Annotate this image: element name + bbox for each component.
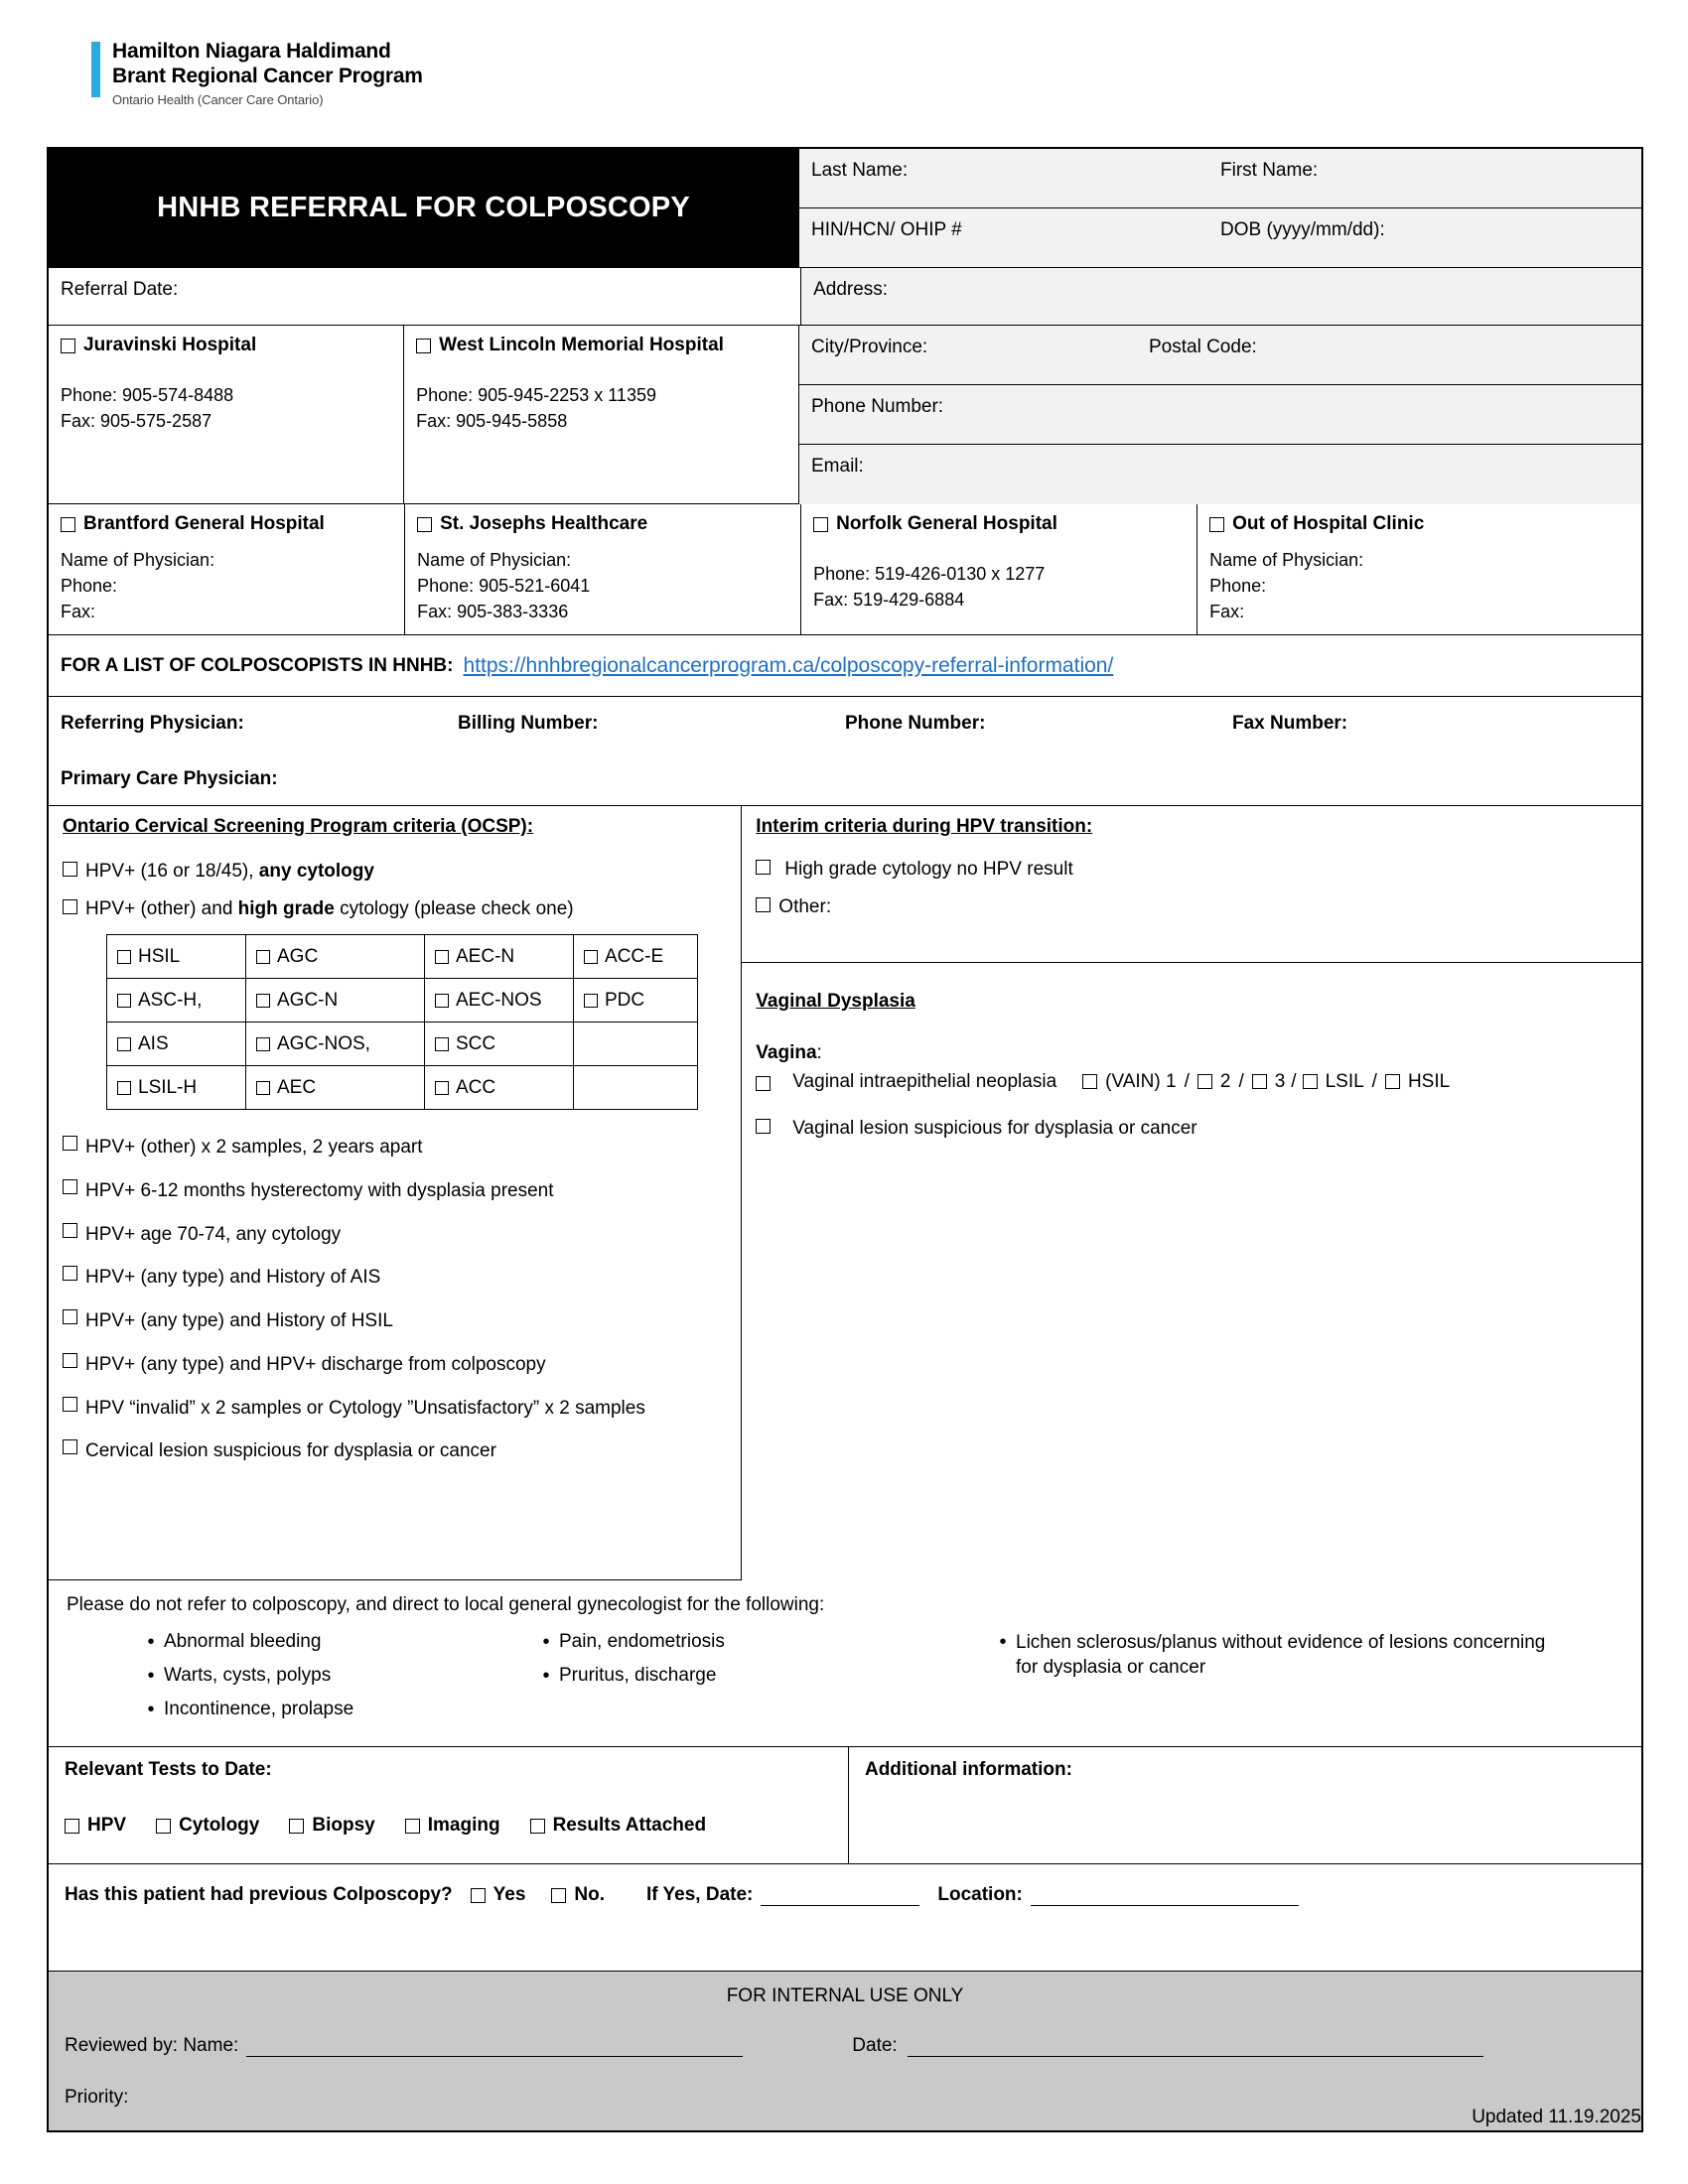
- st-josephs-fax: Fax: 905-383-3336: [417, 602, 569, 622]
- hospital-label-west-lincoln: West Lincoln Memorial Hospital: [439, 335, 724, 355]
- bullet-icon: •: [147, 1665, 155, 1687]
- hospital-contact-out-of-hospital: [1209, 547, 1629, 624]
- ocsp-item2-post: cytology (please check one): [334, 897, 574, 919]
- referral-date-label: Referral Date:: [61, 279, 179, 300]
- checkbox-ocsp-8[interactable]: [63, 1439, 77, 1454]
- postal-code-field[interactable]: [1137, 326, 1641, 385]
- internal-use-section: [49, 1972, 1641, 2130]
- test-label-cytology: Cytology: [179, 1815, 260, 1836]
- hospital-option-norfolk[interactable]: [801, 504, 1197, 635]
- vain-option[interactable]: [1082, 1070, 1176, 1095]
- ocsp-criteria-label: HPV+ (any type) and HPV+ discharge from colposcopy: [85, 1353, 546, 1375]
- cytology-cell-lsil-h[interactable]: [107, 1066, 246, 1110]
- tests-row: [49, 1747, 1641, 1864]
- checkbox-test-imaging[interactable]: [405, 1819, 420, 1834]
- cytology-cell-acc-e[interactable]: [574, 935, 698, 979]
- list-item: [533, 1664, 990, 1689]
- checkbox-aec-nos[interactable]: [435, 994, 449, 1008]
- test-option-results-attached[interactable]: [530, 1815, 707, 1837]
- checkbox-pdc[interactable]: [584, 994, 598, 1008]
- hospital-name-brantford: [61, 513, 392, 535]
- hospital-phone-juravinski: Phone: 905-574-8488: [61, 385, 234, 405]
- checkbox-ocsp-4[interactable]: [63, 1266, 77, 1281]
- checkbox-ocsp-2[interactable]: [63, 1179, 77, 1194]
- previous-date-input[interactable]: [761, 1884, 919, 1906]
- patient-email-field[interactable]: [799, 445, 1641, 504]
- checkbox-ocsp-1[interactable]: [63, 1136, 77, 1151]
- logo-subtitle: Ontario Health (Cancer Care Ontario): [112, 91, 324, 107]
- test-label-results-attached: Results Attached: [552, 1815, 707, 1836]
- cytology-cell-asc-h[interactable]: [107, 979, 246, 1023]
- cytology-label-asc-h: ASC-H,: [138, 989, 203, 1011]
- reviewed-by-label: Reviewed by: Name:: [65, 2035, 239, 2056]
- priority-label: Priority:: [65, 2087, 129, 2108]
- vaginal-lesion-label: Vaginal lesion suspicious for dysplasia or cancer: [792, 1117, 1197, 1139]
- do-not-refer-label: Abnormal bleeding: [164, 1631, 322, 1652]
- previous-date-label: If Yes, Date:: [646, 1884, 754, 1905]
- vaginal-dysplasia-heading: Vaginal Dysplasia: [756, 991, 915, 1012]
- hin-field[interactable]: [799, 208, 1208, 268]
- interim-check-item[interactable]: [756, 895, 1627, 920]
- list-item: [138, 1664, 533, 1689]
- hin-label: HIN/HCN/ OHIP #: [811, 219, 962, 240]
- previous-label-yes: Yes: [492, 1884, 526, 1905]
- relevant-tests-section: [49, 1747, 849, 1864]
- hospital-label-st-josephs: St. Josephs Healthcare: [440, 513, 648, 534]
- interim-heading: Interim criteria during HPV transition:: [756, 816, 1093, 837]
- internal-date-input[interactable]: [908, 2035, 1483, 2057]
- vaginal-dysplasia-section: [742, 963, 1641, 1580]
- ocsp-heading: Ontario Cervical Screening Program criteria (OCSP):: [63, 816, 534, 837]
- physician-fax-label[interactable]: Fax Number:: [1232, 713, 1348, 734]
- cytology-cell-empty-1: [574, 1023, 698, 1066]
- cytology-label-agc-nos: AGC-NOS,: [277, 1032, 370, 1054]
- checkbox-norfolk[interactable]: [813, 517, 828, 532]
- physician-labels-line: [61, 713, 1629, 735]
- vain-row[interactable]: [756, 1070, 1627, 1095]
- cytology-cell-empty-2: [574, 1066, 698, 1110]
- st-josephs-physician: Name of Physician:: [417, 550, 572, 570]
- hospital-fax-juravinski: Fax: 905-575-2587: [61, 411, 212, 432]
- vain-option[interactable]: [1252, 1070, 1286, 1095]
- test-label-imaging: Imaging: [427, 1815, 500, 1836]
- cytology-label-ais: AIS: [138, 1032, 169, 1054]
- patient-name-row: [799, 149, 1641, 208]
- header-row: [49, 149, 1641, 268]
- vain-option-label: 3: [1274, 1071, 1286, 1092]
- bullet-icon: •: [147, 1699, 155, 1720]
- vagina-subheading-colon: :: [816, 1042, 822, 1063]
- ocsp-criteria-label: HPV+ (any type) and History of HSIL: [85, 1310, 393, 1332]
- reviewed-by-line: [65, 2035, 1625, 2057]
- first-name-field[interactable]: [1208, 149, 1641, 208]
- checkbox-interim-other[interactable]: [756, 897, 771, 912]
- hospital-option-brantford[interactable]: [49, 504, 405, 635]
- out-of-hospital-phone: Phone:: [1209, 576, 1267, 597]
- checkbox-acc[interactable]: [435, 1081, 449, 1095]
- checkbox-test-cytology[interactable]: [156, 1819, 171, 1834]
- hospital-name-west-lincoln: [416, 335, 786, 356]
- do-not-refer-section: [49, 1580, 1641, 1747]
- do-not-refer-bullets: [67, 1630, 1623, 1722]
- colposcopists-row: [49, 635, 1641, 697]
- checkbox-out-of-hospital[interactable]: [1209, 517, 1224, 532]
- hospital-name-norfolk: [813, 513, 1185, 535]
- colposcopists-label: FOR A LIST OF COLPOSCOPISTS IN HNHB:: [61, 654, 454, 676]
- vain-separator-4: /: [1371, 1071, 1377, 1092]
- hospital-name-st-josephs: [417, 513, 788, 535]
- reviewed-by-input[interactable]: [246, 2035, 743, 2057]
- do-not-refer-column-1: [67, 1630, 533, 1722]
- checkbox-aec-n[interactable]: [435, 950, 449, 964]
- st-josephs-phone: Phone: 905-521-6041: [417, 576, 591, 597]
- hospital-contact-brantford: [61, 547, 392, 624]
- ocsp-criteria-item[interactable]: [63, 1439, 727, 1464]
- previous-colposcopy-section: [49, 1864, 1641, 1972]
- cytology-label-acc: ACC: [456, 1076, 496, 1098]
- checkbox-vain-3[interactable]: [1252, 1074, 1267, 1089]
- bullet-icon: •: [542, 1665, 550, 1687]
- cytology-cell-pdc[interactable]: [574, 979, 698, 1023]
- checkbox-brantford[interactable]: [61, 517, 75, 532]
- right-criteria-column: [742, 806, 1641, 1580]
- ocsp-criteria-item[interactable]: [63, 1353, 727, 1378]
- billing-number-label[interactable]: Billing Number:: [458, 713, 599, 734]
- hospital-contact-st-josephs: [417, 547, 788, 624]
- internal-use-row: [49, 1972, 1641, 2130]
- interim-criteria-section: [742, 806, 1641, 963]
- first-name-label: First Name:: [1220, 160, 1319, 181]
- cytology-cell-hsil[interactable]: [107, 935, 246, 979]
- ocsp-criteria-item[interactable]: [63, 1397, 727, 1422]
- cytology-label-agc-n: AGC-N: [277, 989, 339, 1011]
- do-not-refer-column-2: [533, 1630, 990, 1722]
- checkbox-asc-h[interactable]: [117, 994, 131, 1008]
- ocsp-check-hpv16-text: [85, 860, 374, 885]
- cytology-cell-scc[interactable]: [425, 1023, 574, 1066]
- ocsp-criteria-item[interactable]: [63, 1223, 727, 1248]
- checkbox-hpv-16-18-45[interactable]: [63, 862, 77, 877]
- vain-label: Vaginal intraepithelial neoplasia: [792, 1071, 1057, 1092]
- primary-care-physician-label[interactable]: Primary Care Physician:: [61, 768, 278, 789]
- brantford-physician: Name of Physician:: [61, 550, 215, 570]
- vain-option-label: HSIL: [1407, 1071, 1451, 1092]
- relevant-tests-heading: Relevant Tests to Date:: [65, 1759, 272, 1780]
- address-field[interactable]: [801, 268, 1641, 326]
- hospital-label-out-of-hospital: Out of Hospital Clinic: [1232, 513, 1425, 534]
- out-of-hospital-fax: Fax:: [1209, 602, 1245, 622]
- test-label-biopsy: Biopsy: [312, 1815, 375, 1836]
- checkbox-vain-hsil[interactable]: [1385, 1074, 1400, 1089]
- ocsp-criteria-item[interactable]: [63, 1309, 727, 1334]
- do-not-refer-intro: Please do not refer to colposcopy, and direct to local general gynecologist for the following:: [67, 1594, 825, 1615]
- cytology-cell-aec-n[interactable]: [425, 935, 574, 979]
- checkbox-vain-lsil[interactable]: [1303, 1074, 1318, 1089]
- checkbox-ocsp-7[interactable]: [63, 1397, 77, 1412]
- checkbox-ocsp-3[interactable]: [63, 1223, 77, 1238]
- ocsp-item2-bold: high grade: [237, 897, 335, 919]
- vagina-subheading: [756, 1042, 1627, 1064]
- ocsp-item1-bold: any cytology: [258, 861, 374, 882]
- checkbox-high-grade-no-hpv[interactable]: [756, 860, 771, 875]
- bullet-icon: •: [147, 1631, 155, 1653]
- checkbox-previous-yes[interactable]: [471, 1888, 486, 1903]
- patient-phone-field[interactable]: [799, 385, 1641, 445]
- hospital-label-juravinski: Juravinski Hospital: [83, 335, 257, 355]
- table-row: [107, 935, 698, 979]
- out-of-hospital-physician: Name of Physician:: [1209, 550, 1364, 570]
- vain-option[interactable]: [1303, 1070, 1364, 1095]
- checkbox-aec[interactable]: [256, 1081, 270, 1095]
- ocsp-check-hpv-other-text: [85, 897, 574, 922]
- internal-date-label: Date:: [852, 2035, 898, 2056]
- logo-line-1: Hamilton Niagara Haldimand: [112, 40, 391, 63]
- patient-phone-label: Phone Number:: [811, 396, 944, 417]
- cytology-label-aec-n: AEC-N: [456, 945, 515, 967]
- organization-logo: [91, 40, 423, 107]
- dob-field[interactable]: [1208, 208, 1641, 268]
- last-name-field[interactable]: [799, 149, 1208, 208]
- city-province-field[interactable]: [799, 326, 1137, 385]
- form-body: [47, 147, 1643, 2132]
- checkbox-test-biopsy[interactable]: [289, 1819, 304, 1834]
- cytology-cell-agc-n[interactable]: [246, 979, 425, 1023]
- previous-colposcopy-line: [65, 1884, 1625, 1906]
- norfolk-fax: Fax: 519-429-6884: [813, 590, 965, 611]
- vagina-subheading-text: Vagina: [756, 1042, 817, 1063]
- do-not-refer-column-3: [990, 1630, 1546, 1722]
- ocsp-criteria-label: HPV+ 6-12 months hysterectomy with dysplasia present: [85, 1180, 554, 1202]
- checkbox-hpv-other-high-grade[interactable]: [63, 899, 77, 914]
- cytology-label-hsil: HSIL: [138, 945, 181, 967]
- hospital-option-juravinski[interactable]: [49, 326, 404, 504]
- cytology-label-acc-e: ACC-E: [605, 945, 664, 967]
- relevant-tests-options: [65, 1815, 832, 1837]
- ocsp-item2-pre: HPV+ (other) and: [85, 897, 238, 919]
- table-row: [107, 979, 698, 1023]
- internal-use-heading: FOR INTERNAL USE ONLY: [726, 1985, 964, 2006]
- previous-option-yes[interactable]: [471, 1884, 526, 1906]
- test-option-cytology[interactable]: [156, 1815, 259, 1837]
- cytology-label-aec: AEC: [277, 1076, 317, 1098]
- updated-date: Updated 11.19.2025: [1472, 2107, 1641, 2127]
- table-row: [107, 1066, 698, 1110]
- checkbox-test-results-attached[interactable]: [530, 1819, 545, 1834]
- interim-check-item[interactable]: [756, 858, 1627, 883]
- checkbox-ais[interactable]: [117, 1037, 131, 1051]
- vaginal-lesion-row[interactable]: [756, 1117, 1627, 1142]
- test-option-imaging[interactable]: [405, 1815, 500, 1837]
- last-name-label: Last Name:: [811, 160, 909, 181]
- ocsp-check-hpv16[interactable]: [63, 860, 727, 885]
- previous-option-no[interactable]: [551, 1884, 605, 1906]
- do-not-refer-row: [49, 1580, 1641, 1747]
- checkbox-hsil[interactable]: [117, 950, 131, 964]
- interim-check-label: Other:: [778, 895, 832, 917]
- patient-email-label: Email:: [811, 456, 864, 477]
- do-not-refer-label: Warts, cysts, polyps: [164, 1665, 332, 1686]
- ocsp-criteria-label: HPV+ age 70-74, any cytology: [85, 1223, 342, 1245]
- form-title: [49, 149, 799, 268]
- checkbox-ocsp-5[interactable]: [63, 1309, 77, 1324]
- bullet-icon: •: [542, 1631, 550, 1653]
- cytology-cell-aec-nos[interactable]: [425, 979, 574, 1023]
- brantford-fax: Fax:: [61, 602, 96, 622]
- postal-code-label: Postal Code:: [1149, 337, 1257, 357]
- ocsp-item1-pre: HPV+ (16 or 18/45),: [85, 861, 259, 882]
- ocsp-check-hpv-other-highgrade[interactable]: [63, 897, 727, 922]
- vain-separator-3: /: [1291, 1071, 1297, 1092]
- test-label-hpv: HPV: [87, 1815, 127, 1836]
- cytology-label-pdc: PDC: [605, 989, 645, 1011]
- test-option-hpv[interactable]: [65, 1815, 126, 1837]
- bullet-icon: •: [999, 1631, 1007, 1653]
- interim-check-label: High grade cytology no HPV result: [784, 859, 1073, 880]
- physician-phone-label[interactable]: Phone Number:: [845, 713, 986, 734]
- ocsp-criteria-item[interactable]: [63, 1179, 727, 1204]
- checkbox-ocsp-6[interactable]: [63, 1353, 77, 1368]
- cytology-cell-agc-nos[interactable]: [246, 1023, 425, 1066]
- referral-date-field[interactable]: [49, 268, 801, 326]
- previous-location-input[interactable]: [1031, 1884, 1299, 1906]
- patient-contact-block: [799, 326, 1641, 504]
- table-row: [107, 1023, 698, 1066]
- form-title-text: HNHB REFERRAL FOR COLPOSCOPY: [157, 192, 690, 223]
- hospital-contact-juravinski: [61, 382, 391, 434]
- city-province-label: City/Province:: [811, 337, 928, 357]
- checkbox-vain-2[interactable]: [1197, 1074, 1212, 1089]
- vain-option[interactable]: [1197, 1070, 1231, 1095]
- checkbox-lsil-h[interactable]: [117, 1081, 131, 1095]
- brantford-phone: Phone:: [61, 576, 118, 597]
- ocsp-criteria-item[interactable]: [63, 1266, 727, 1291]
- cytology-cell-aec[interactable]: [246, 1066, 425, 1110]
- cytology-grid: [106, 934, 698, 1110]
- do-not-refer-label: Incontinence, prolapse: [164, 1699, 354, 1719]
- checkbox-vaginal-lesion[interactable]: [756, 1119, 771, 1134]
- city-postal-row: [799, 326, 1641, 385]
- patient-hin-row: [799, 208, 1641, 268]
- hospital-option-out-of-hospital[interactable]: [1197, 504, 1641, 635]
- additional-information-section[interactable]: [849, 1747, 1641, 1864]
- hospital-name-out-of-hospital: [1209, 513, 1629, 535]
- vain-separator-1: /: [1184, 1071, 1190, 1092]
- list-item: [138, 1698, 533, 1722]
- cytology-cell-ais[interactable]: [107, 1023, 246, 1066]
- checkbox-vain[interactable]: [756, 1076, 771, 1091]
- checkbox-juravinski[interactable]: [61, 339, 75, 353]
- hospital-row-1: [49, 326, 1641, 504]
- checkbox-test-hpv[interactable]: [65, 1819, 79, 1834]
- additional-information-heading: Additional information:: [864, 1759, 1072, 1780]
- colposcopists-link[interactable]: https://hnhbregionalcancerprogram.ca/colposcopy-referral-information/: [463, 653, 1114, 677]
- referral-date-row: [49, 268, 1641, 326]
- ocsp-criteria-label: HPV+ (other) x 2 samples, 2 years apart: [85, 1137, 423, 1159]
- vain-separator-2: /: [1238, 1071, 1244, 1092]
- checkbox-agc[interactable]: [256, 950, 270, 964]
- hospital-label-brantford: Brantford General Hospital: [83, 513, 325, 534]
- list-item: [138, 1630, 533, 1655]
- physician-row: [49, 697, 1641, 806]
- ocsp-criteria-label: HPV “invalid” x 2 samples or Cytology ”Unsatisfactory” x 2 samples: [85, 1397, 645, 1419]
- hospital-fax-west-lincoln: Fax: 905-945-5858: [416, 411, 568, 432]
- hospital-label-norfolk: Norfolk General Hospital: [836, 513, 1057, 534]
- checkbox-scc[interactable]: [435, 1037, 449, 1051]
- colposcopists-list-line: [49, 635, 1641, 697]
- vain-option-label: (VAIN) 1: [1105, 1071, 1177, 1092]
- vain-option[interactable]: [1385, 1070, 1450, 1095]
- hospital-name-juravinski: [61, 335, 391, 356]
- list-item: [990, 1630, 1546, 1680]
- checkbox-agc-nos[interactable]: [256, 1037, 270, 1051]
- checkbox-agc-n[interactable]: [256, 994, 270, 1008]
- previous-colposcopy-question: Has this patient had previous Colposcopy?: [65, 1884, 453, 1905]
- address-label: Address:: [813, 279, 889, 300]
- hospital-contact-norfolk: [813, 561, 1185, 613]
- patient-identity-block: [799, 149, 1641, 268]
- previous-label-no: No.: [574, 1884, 605, 1905]
- previous-location-label: Location:: [937, 1884, 1023, 1905]
- previous-colposcopy-row: [49, 1864, 1641, 1972]
- ocsp-section: [49, 806, 742, 1580]
- hospital-option-st-josephs[interactable]: [405, 504, 801, 635]
- checkbox-previous-no[interactable]: [551, 1888, 566, 1903]
- checkbox-st-josephs[interactable]: [417, 517, 432, 532]
- logo-line-2: Brant Regional Cancer Program: [112, 64, 423, 87]
- norfolk-phone: Phone: 519-426-0130 x 1277: [813, 564, 1046, 584]
- cytology-cell-agc[interactable]: [246, 935, 425, 979]
- checkbox-acc-e[interactable]: [584, 950, 598, 964]
- checkbox-west-lincoln[interactable]: [416, 339, 431, 353]
- hospital-row-2: [49, 504, 1641, 635]
- list-item: [533, 1630, 990, 1655]
- physician-block: [49, 697, 1641, 806]
- hospital-phone-west-lincoln: Phone: 905-945-2253 x 11359: [416, 385, 656, 405]
- do-not-refer-label: Lichen sclerosus/planus without evidence of lesions concerning for dysplasia or cancer: [1016, 1632, 1546, 1679]
- dob-label: DOB (yyyy/mm/dd):: [1220, 219, 1385, 240]
- referring-physician-label[interactable]: Referring Physician:: [61, 713, 244, 734]
- cytology-label-agc: AGC: [277, 945, 319, 967]
- test-option-biopsy[interactable]: [289, 1815, 374, 1837]
- cytology-label-aec-nos: AEC-NOS: [456, 989, 542, 1011]
- vain-option-label: 2: [1219, 1071, 1231, 1092]
- do-not-refer-label: Pain, endometriosis: [559, 1631, 725, 1652]
- ocsp-criteria-item[interactable]: [63, 1136, 727, 1160]
- checkbox-vain-1[interactable]: [1082, 1074, 1097, 1089]
- cytology-cell-acc[interactable]: [425, 1066, 574, 1110]
- cytology-label-lsil-h: LSIL-H: [138, 1076, 198, 1098]
- hospital-contact-west-lincoln: [416, 382, 786, 434]
- ocsp-criteria-label: Cervical lesion suspicious for dysplasia or cancer: [85, 1440, 496, 1462]
- hospital-option-west-lincoln[interactable]: [404, 326, 799, 504]
- vain-option-label: LSIL: [1325, 1071, 1364, 1092]
- ocsp-criteria-label: HPV+ (any type) and History of AIS: [85, 1267, 381, 1289]
- criteria-row: [49, 806, 1641, 1580]
- logo-accent-bar: [91, 42, 100, 97]
- do-not-refer-label: Pruritus, discharge: [559, 1665, 717, 1686]
- cytology-label-scc: SCC: [456, 1032, 496, 1054]
